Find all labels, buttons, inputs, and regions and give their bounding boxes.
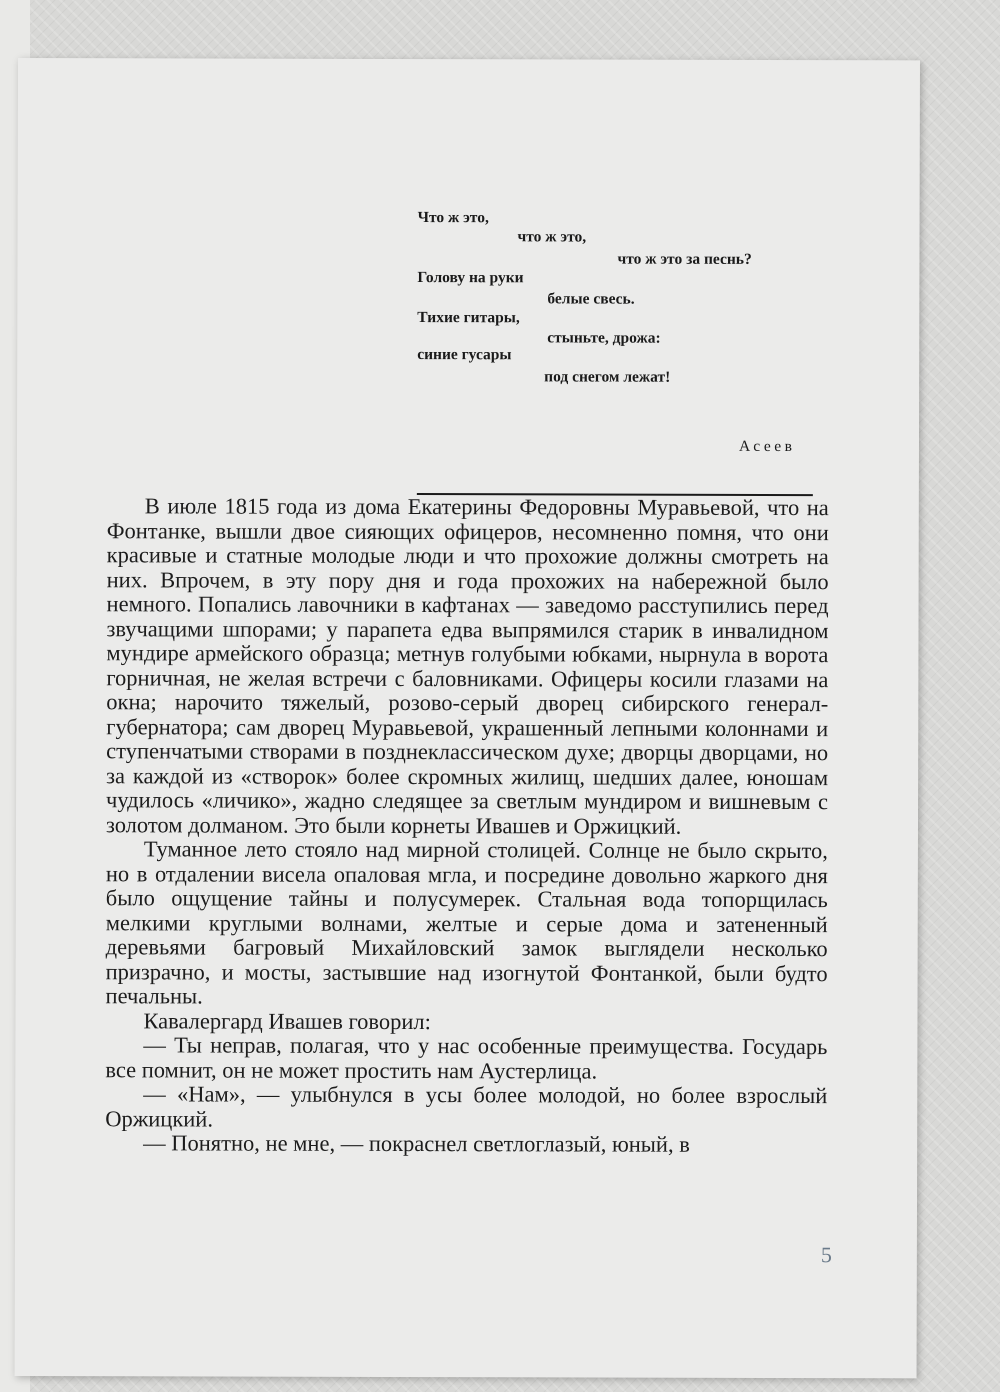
paragraph: В июле 1815 года из дома Екатерины Федоровны Муравьевой, что на Фонтанке, вышли двое сияющих офицеров, несомненно помня, что они красивые и статные молодые люди и что прохожие должны смотреть на них. Впрочем, в эту пору дня и года прохожих на набережной было немного. Попались лавочники в кафтанах — заведомо расступились перед звучащими шпорами; у парапета едва выпрямился старик в инвалидном мундире армейского образца; метнув голубыми юбками, нырнула в ворота горничная, не желая встречи с баловниками. Офицеры косили глазами на окна; нарочито тяжелый, розово-серый дворец сибирского генерал-губернатора; сам дворец Муравьевой, украшенный лепными колоннами и ступенчатыми створами в позднеклассическом духе; дворцы дворцами, но за каждой из «створок» более скромных жилищ, шедших далее, юношам чудилось «личико», жадно следящее за светлым мундиром и вишневым с золотом долманом. Это были корнеты Ивашев и Оржицкий.	[105, 493, 829, 839]
paragraph: — Ты неправ, полагая, что у нас особенные преимущества. Государь все помнит, он не может простить нам Аустерлица.	[105, 1032, 828, 1084]
epigraph-line: стыньте, дрожа:	[547, 329, 661, 347]
epigraph-line: Что ж это,	[417, 209, 489, 227]
epigraph-line: что ж это за песнь?	[617, 250, 752, 268]
paragraph: Туманное лето стояло над мирной столицей. Солнце не было скрыто, но в отдалении висела опаловая мгла, и посредине довольно жаркого дня было ощущение тайны и полусумерек. Стальная вода топорщилась мелкими круглыми волнами, желтые и серые дома и затененный деревьями багровый Михайловский замок выглядели несколько призрачно, и мосты, застывшие над изогнутой Фонтанкой, были будто печальны.	[105, 836, 828, 1009]
epigraph-line: белые свесь.	[547, 290, 635, 308]
paragraph: — «Нам», — улыбнулся в усы более молодой, но более взрослый Оржицкий.	[105, 1081, 828, 1132]
epigraph-line: под снегом лежат!	[544, 368, 671, 386]
paragraph: Кавалергард Ивашев говорил:	[143, 1007, 431, 1034]
body-text	[105, 494, 829, 1157]
paragraph: — Понятно, не мне, — покраснел светлоглазый, юный, в	[143, 1130, 690, 1157]
book-page	[15, 58, 920, 1378]
page-number: 5	[820, 1242, 832, 1268]
epigraph-line: что ж это,	[517, 228, 587, 246]
epigraph	[417, 209, 818, 456]
epigraph-line: Голову на руки	[417, 269, 524, 287]
epigraph-author: Асеев	[738, 437, 796, 456]
epigraph-line: синие гусары	[417, 346, 512, 364]
epigraph-line: Тихие гитары,	[417, 309, 520, 327]
